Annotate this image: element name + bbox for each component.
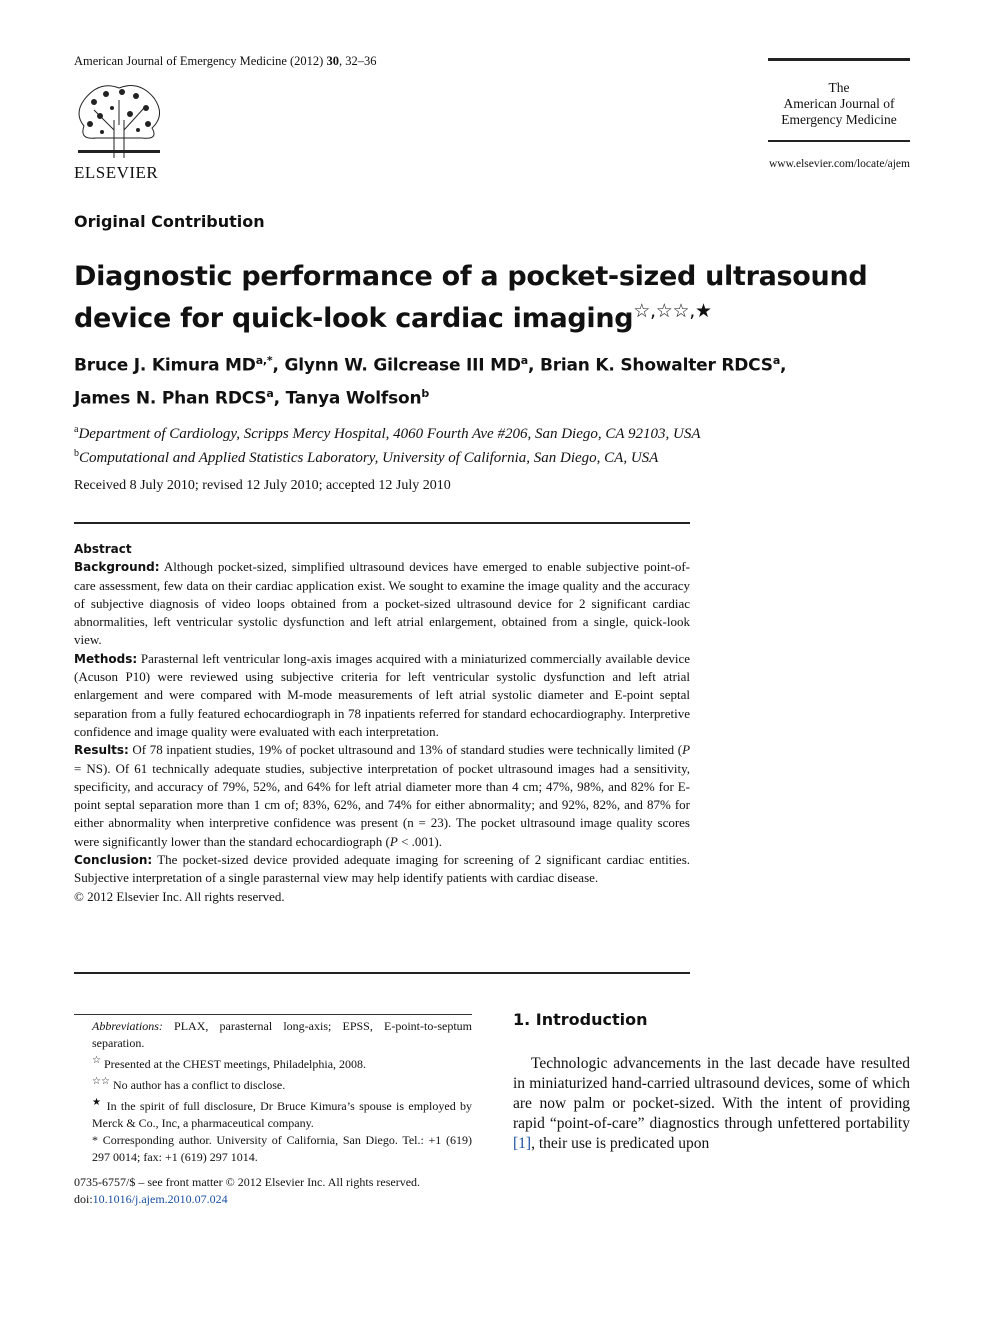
- footnote-rule: [74, 1014, 472, 1015]
- p-value-symbol: P: [682, 742, 691, 758]
- journal-citation: [74, 54, 376, 69]
- journal-name-box: [768, 80, 910, 128]
- affiliation-a: [74, 420, 934, 444]
- results-text: Of 78 inpatient studies, 19% of pocket ultrasound and 13% of standard studies were technically limited (: [132, 742, 683, 758]
- abstract-heading: Abstract: [74, 542, 132, 556]
- author-affil-mark[interactable]: b: [421, 386, 430, 400]
- results-text: < .001).: [397, 833, 442, 849]
- issn-doi-block: [74, 1174, 474, 1208]
- abstract-bottom-rule: [74, 972, 690, 974]
- doi-label: doi:: [74, 1192, 93, 1206]
- abstract-results: [74, 741, 690, 851]
- results-text: = NS). Of 61 technically adequate studies, subjective interpretation of pocket ultrasound images had a sensitivity, specificity, and accuracy of 79%, 52%, and 64% for left atrial diameter more than 4 cm; 47%, 98%, and 82% for E-point septal separation more than 1 cm of; 83%, 62%, and 74% for either abnormality; and 92%, 82%, and 87% for either abnormality when interpretive confidence was present (n = 23). The pocket ultrasound image quality scores were significantly lower than the standard echocardiograph (: [74, 760, 690, 849]
- doi-line: [74, 1191, 474, 1208]
- footnote-text: Presented at the CHEST meetings, Philadelphia, 2008.: [103, 1057, 367, 1071]
- conclusion-label: Conclusion:: [74, 853, 153, 868]
- issn-line: 0735-6757/$ – see front matter © 2012 Elsevier Inc. All rights reserved.: [74, 1175, 421, 1189]
- abstract-copyright: © 2012 Elsevier Inc. All rights reserved.: [74, 888, 285, 904]
- footnote-text: In the spirit of full disclosure, Dr Bruce Kimura’s spouse is employed by Merck & Co., Inc, a pharmaceutical company.: [92, 1099, 473, 1130]
- affiliation-mark: a: [74, 424, 79, 435]
- p-value-symbol: P: [389, 833, 398, 849]
- author[interactable]: Tanya Wolfson: [285, 388, 422, 409]
- journal-name-line3: Emergency Medicine: [781, 112, 897, 127]
- background-text: Although pocket-sized, simplified ultrasound devices have emerged to enable subjective point-of-care assessment, few data on their cardiac application exist. We sought to examine the image quality and the accuracy of subjective diagnosis of video loops obtained from a pocket-sized ultrasound device for 2 significant cardiac abnormalities, left ventricular systolic dysfunction and left atrial enlargement, obtained from a single, quick-look view.: [74, 559, 690, 648]
- affiliation-b: [74, 444, 934, 468]
- journal-box-top-rule: [768, 58, 910, 61]
- footnote-mark: ☆: [92, 1055, 101, 1066]
- journal-name-line1: The: [828, 80, 850, 95]
- intro-text: Technologic advancements in the last decade have resulted in miniaturized hand-carried ultrasound devices, some of which are now palm or pocket-sized. With the intent of providing rapid “point-of-care” diagnostics through unfettered portability: [513, 1055, 910, 1132]
- introduction-heading: 1. Introduction: [513, 1010, 648, 1029]
- footnote-mark: ★: [92, 1097, 103, 1108]
- journal-name-line2: American Journal of: [783, 96, 895, 111]
- author[interactable]: Glynn W. Gilcrease III MD: [284, 355, 521, 376]
- author-separator: ,: [273, 388, 286, 409]
- results-label: Results:: [74, 743, 129, 758]
- affiliation-text: Department of Cardiology, Scripps Mercy Hospital, 4060 Fourth Ave #206, San Diego, CA 92103, USA: [78, 426, 701, 442]
- title-footnote-marks[interactable]: ☆,☆☆,★: [633, 300, 712, 322]
- abstract-conclusion: [74, 851, 690, 888]
- abbreviations-text: PLAX, parasternal long-axis; EPSS, E-point-to-septum separation.: [92, 1019, 472, 1050]
- background-label: Background:: [74, 560, 160, 575]
- abbreviations-footnote: [74, 1018, 472, 1052]
- methods-text: Parasternal left ventricular long-axis images acquired with a miniaturized commercially available device (Acuson P10) were reviewed using subjective criteria for left ventricular systolic dysfunction and left atrial enlargement and were compared with M-mode measurements of left atrial systolic diameter and E-point septal separation from a fully featured echocardiograph in 78 inpatients referred for standard echocardiography. Interpretive confidence and image quality were evaluated with each interpretation.: [74, 650, 691, 739]
- author[interactable]: James N. Phan RDCS: [74, 388, 267, 409]
- citation-journal: American Journal of Emergency Medicine (2012): [74, 54, 324, 68]
- article-dates: Received 8 July 2010; revised 12 July 2010; accepted 12 July 2010: [74, 478, 451, 493]
- methods-label: Methods:: [74, 651, 138, 666]
- abstract: [74, 540, 690, 906]
- journal-box-bottom-rule: [768, 140, 910, 142]
- conclusion-text: The pocket-sized device provided adequate imaging for screening of 2 significant cardiac entities. Subjective interpretation of a single parasternal view may help identify patients with cardiac disease.: [74, 852, 691, 886]
- author-affil-mark[interactable]: a,*: [255, 354, 273, 367]
- author-affil-mark[interactable]: a: [266, 386, 274, 400]
- introduction-paragraph: [513, 1054, 910, 1154]
- author-line-2: [74, 380, 924, 413]
- footnote-4: [74, 1132, 472, 1166]
- footnote-1: [74, 1052, 472, 1073]
- footnote-mark: ☆☆: [92, 1076, 110, 1087]
- author[interactable]: Brian K. Showalter RDCS: [539, 355, 773, 376]
- author-line-1: [74, 347, 924, 380]
- author-separator: ,: [272, 355, 285, 376]
- author-affil-mark[interactable]: a: [520, 354, 528, 367]
- author-separator: ,: [780, 355, 787, 376]
- article-title: [74, 260, 924, 336]
- author[interactable]: Bruce J. Kimura MD: [74, 355, 256, 376]
- doi-link[interactable]: 10.1016/j.ajem.2010.07.024: [92, 1192, 228, 1206]
- footnotes: [74, 1018, 472, 1166]
- abstract-top-rule: [74, 522, 690, 524]
- footnote-2: [74, 1073, 472, 1094]
- publisher-name: ELSEVIER: [74, 163, 159, 182]
- reference-link[interactable]: [1]: [513, 1135, 532, 1152]
- elsevier-tree-logo: [74, 80, 164, 158]
- affiliation-mark: b: [74, 448, 79, 459]
- footnote-3: [74, 1094, 472, 1132]
- footnote-text: Corresponding author. University of California, San Diego. Tel.: +1 (619) 297 0014; fax: +1 (619) 297 1014.: [92, 1133, 472, 1164]
- abstract-methods: [74, 650, 690, 741]
- title-text: Diagnostic performance of a pocket-sized ultrasound device for quick-look cardiac imaging: [74, 261, 868, 334]
- author-affil-mark[interactable]: a: [772, 354, 781, 367]
- citation-pages: , 32–36: [338, 54, 377, 68]
- journal-url[interactable]: www.elsevier.com/locate/ajem: [768, 158, 910, 170]
- citation-volume: 30: [326, 54, 339, 68]
- footnote-text: No author has a conflict to disclose.: [112, 1078, 286, 1092]
- article-section-label: Original Contribution: [74, 212, 265, 231]
- author-separator: ,: [527, 355, 540, 376]
- affiliation-text: Computational and Applied Statistics Laboratory, University of California, San Diego, CA, USA: [79, 450, 659, 466]
- author-list: [74, 347, 924, 412]
- footnote-mark: *: [92, 1133, 98, 1147]
- affiliations: [74, 420, 934, 468]
- abbreviations-label: Abbreviations:: [92, 1019, 163, 1033]
- intro-text: , their use is predicated upon: [531, 1135, 710, 1152]
- abstract-background: [74, 558, 690, 649]
